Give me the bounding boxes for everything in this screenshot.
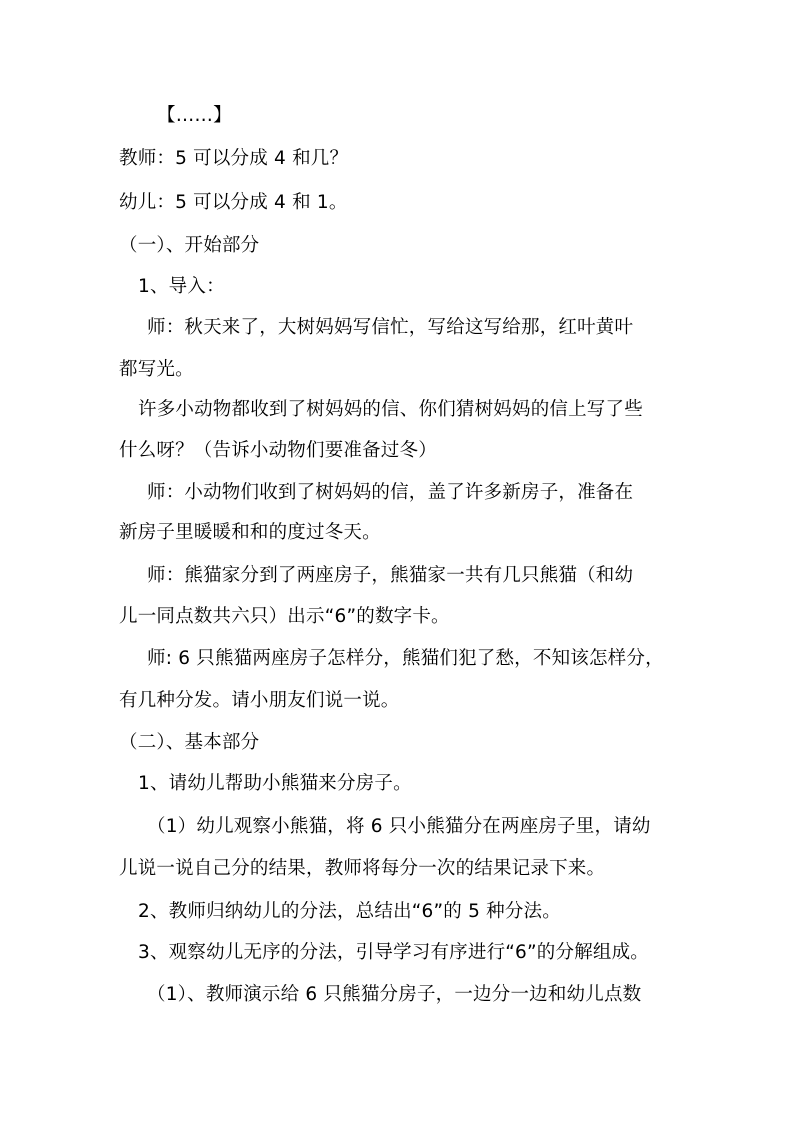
text-line-paragraph-3b: 新房子里暖暖和和的度过冬天。 [119,522,381,543]
text-line-paragraph-4a: 师：熊猫家分到了两座房子，熊猫家一共有几只熊猫（和幼 [147,565,634,586]
text-line-step-1: 1、请幼儿帮助小熊猫来分房子。 [138,773,412,794]
text-line-paragraph-4b: 儿一同点数共六只）出示“6”的数字卡。 [119,606,450,627]
section-heading-basic: （二）、基本部分 [119,732,260,753]
text-line-paragraph-3a: 师：小动物们收到了树妈妈的信，盖了许多新房子，准备在 [147,482,634,503]
section-heading-opening: （一）、开始部分 [119,235,260,256]
text-line-child-answer: 幼儿：5 可以分成 4 和 1。 [119,192,348,213]
text-line-ellipsis-heading: 【……】 [157,105,232,126]
text-line-paragraph-2a: 许多小动物都收到了树妈妈的信、你们猜树妈妈的信上写了些 [138,399,643,420]
text-line-substep-1a: （1）幼儿观察小熊猫，将 6 只小熊猫分在两座房子里，请幼 [147,816,651,837]
text-line-paragraph-2b: 什么呀？（告诉小动物们要准备过冬） [119,440,437,461]
text-line-step-3: 3、观察幼儿无序的分法，引导学习有序进行“6”的分解组成。 [138,942,650,963]
text-line-substep-3a: （1）、教师演示给 6 只熊猫分房子，一边分一边和幼儿点数 [147,984,642,1005]
text-line-paragraph-1b: 都写光。 [119,359,194,380]
text-line-substep-1b: 儿说一说自己分的结果，教师将每分一次的结果记录下来。 [119,858,606,879]
text-line-intro-heading: 1、导入： [138,276,225,297]
text-line-paragraph-1a: 师：秋天来了，大树妈妈写信忙，写给这写给那，红叶黄叶 [147,317,634,338]
text-line-step-2: 2、教师归纳幼儿的分法，总结出“6”的 5 种分法。 [138,901,561,922]
text-line-teacher-question: 教师：5 可以分成 4 和几？ [119,148,349,169]
text-line-paragraph-5b: 有几种分发。请小朋友们说一说。 [119,690,400,711]
text-line-paragraph-5a: 师: 6 只熊猫两座房子怎样分，熊猫们犯了愁，不知该怎样分， [147,648,664,669]
